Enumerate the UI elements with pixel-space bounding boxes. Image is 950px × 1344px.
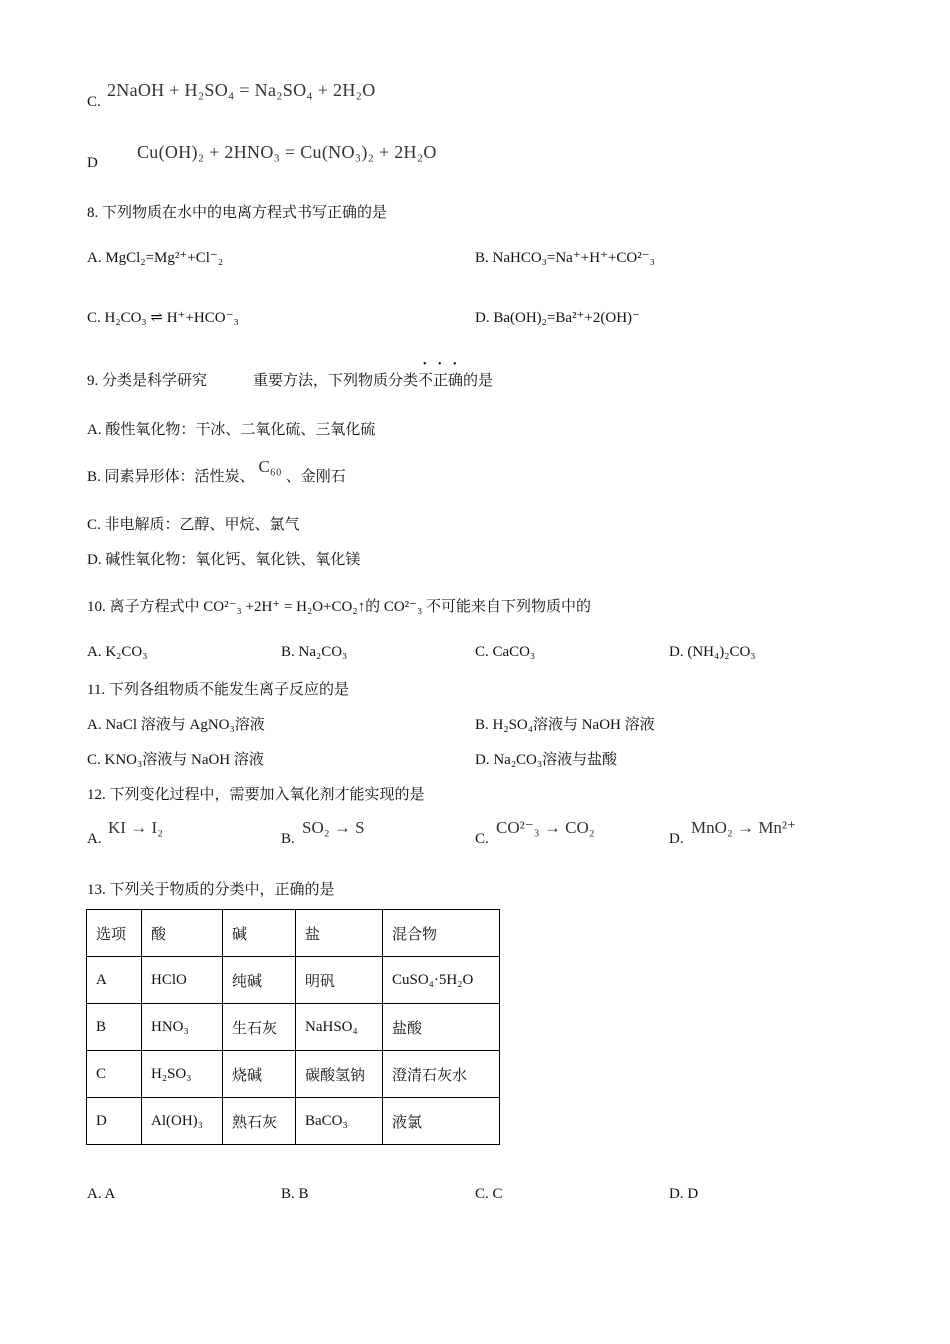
table-row [87,1051,500,1098]
table-cell: Al(OH)₃ [142,1098,223,1145]
q9-option-d: D. 碱性氧化物：氧化钙、氧化铁、氧化镁 [87,552,361,568]
q11-stem: 11. 下列各组物质不能发生离子反应的是 [87,682,349,698]
q12-option-a-equation: KI → I₂ [108,818,164,837]
table-cell: HNO₃ [142,1004,223,1051]
q7-option-c-equation: 2NaOH + H₂SO₄ = Na₂SO₄ + 2H₂O [107,80,376,100]
table-cell: C [87,1051,142,1098]
q10-option-c: C. CaCO₃ [475,644,536,660]
q9-stem [87,359,494,390]
q9-stem-emphasis-text: 不正确 [418,373,464,389]
table-header-cell: 盐 [296,910,383,957]
q9-option-b-part-1: B. 同素异形体：活性炭、 [87,469,255,485]
table-cell: HClO [142,957,223,1004]
table-cell: D [87,1098,142,1145]
q9-option-b-c60: C₆₀ [258,457,282,476]
q12-option-b-label: B. [281,831,295,847]
table-cell: 澄清石灰水 [383,1051,500,1098]
q8-option-b: B. NaHCO₃=Na⁺+H⁺+CO²⁻₃ [475,250,655,266]
q12-option-d-equation: MnO₂ → Mn²⁺ [691,818,797,837]
q12-option-b-equation: SO₂ → S [302,818,365,837]
q10-stem: 10. 离子方程式中 CO²⁻₃ +2H⁺ = H₂O+CO₂↑的 CO²⁻₃ 不可能来自下列物质中的 [87,599,592,615]
table-header-cell: 混合物 [383,910,500,957]
q13-option-a: A. A [87,1186,116,1202]
q13-option-d: D. D [669,1186,699,1202]
q9-option-c: C. 非电解质：乙醇、甲烷、氯气 [87,517,300,533]
q9-option-a: A. 酸性氧化物：干冰、二氧化硫、三氧化硫 [87,422,376,438]
q12-stem: 12. 下列变化过程中，需要加入氧化剂才能实现的是 [87,787,425,803]
q12-option-c-label: C. [475,831,489,847]
q12-option-a-label: A. [87,831,102,847]
q9-stem-part-3: 的是 [463,373,494,389]
q13-option-b: B. B [281,1186,309,1202]
table-header-cell: 酸 [142,910,223,957]
q11-option-a: A. NaCl 溶液与 AgNO₃溶液 [87,717,265,733]
table-cell: 熟石灰 [223,1098,296,1145]
q8-option-a: A. MgCl₂=Mg²⁺+Cl⁻₂ [87,250,224,266]
table-cell: 明矾 [296,957,383,1004]
table-header-cell: 碱 [223,910,296,957]
table-row [87,1004,500,1051]
q9-option-b [87,457,346,486]
table-header-row [87,910,500,957]
table-cell: 烧碱 [223,1051,296,1098]
q9-option-b-part-2: 、金刚石 [285,469,346,485]
q10-option-a: A. K₂CO₃ [87,644,148,660]
q8-option-c: C. H₂CO₃ ⇌ H⁺+HCO⁻₃ [87,310,239,326]
q9-stem-emphasis: • • • 不正确 [418,359,464,389]
q8-option-d: D. Ba(OH)₂=Ba²⁺+2(OH)⁻ [475,310,640,326]
q12-option-c-equation: CO²⁻₃ → CO₂ [496,818,595,837]
table-cell: BaCO₃ [296,1098,383,1145]
q7-option-d-label: D [87,155,98,171]
q11-option-c: C. KNO₃溶液与 NaOH 溶液 [87,752,264,768]
q12-option-d-label: D. [669,831,684,847]
table-cell: A [87,957,142,1004]
table-cell: 纯碱 [223,957,296,1004]
table-row [87,957,500,1004]
table-cell: 液氯 [383,1098,500,1145]
table-cell: H₂SO₃ [142,1051,223,1098]
table-cell: 碳酸氢钠 [296,1051,383,1098]
table-header-cell: 选项 [87,910,142,957]
q13-option-c: C. C [475,1186,503,1202]
q9-stem-part-2: 重要方法，下列物质分类 [253,373,419,389]
table-cell: NaHSO₄ [296,1004,383,1051]
q8-stem: 8. 下列物质在水中的电离方程式书写正确的是 [87,205,388,221]
q10-option-d: D. (NH₄)₂CO₃ [669,644,756,660]
table-cell: 生石灰 [223,1004,296,1051]
table-row [87,1098,500,1145]
q13-classification-table [86,909,500,1145]
q7-option-c-label: C. [87,94,101,110]
q9-stem-part-1: 9. 分类是科学研究 [87,373,208,389]
q11-option-d: D. Na₂CO₃溶液与盐酸 [475,752,618,768]
table-cell: CuSO₄·5H₂O [383,957,500,1004]
q13-stem: 13. 下列关于物质的分类中，正确的是 [87,882,335,898]
table-cell: 盐酸 [383,1004,500,1051]
table-cell: B [87,1004,142,1051]
q7-option-d-equation: Cu(OH)₂ + 2HNO₃ = Cu(NO₃)₂ + 2H₂O [137,142,437,162]
q10-option-b: B. Na₂CO₃ [281,644,348,660]
q11-option-b: B. H₂SO₄溶液与 NaOH 溶液 [475,717,655,733]
